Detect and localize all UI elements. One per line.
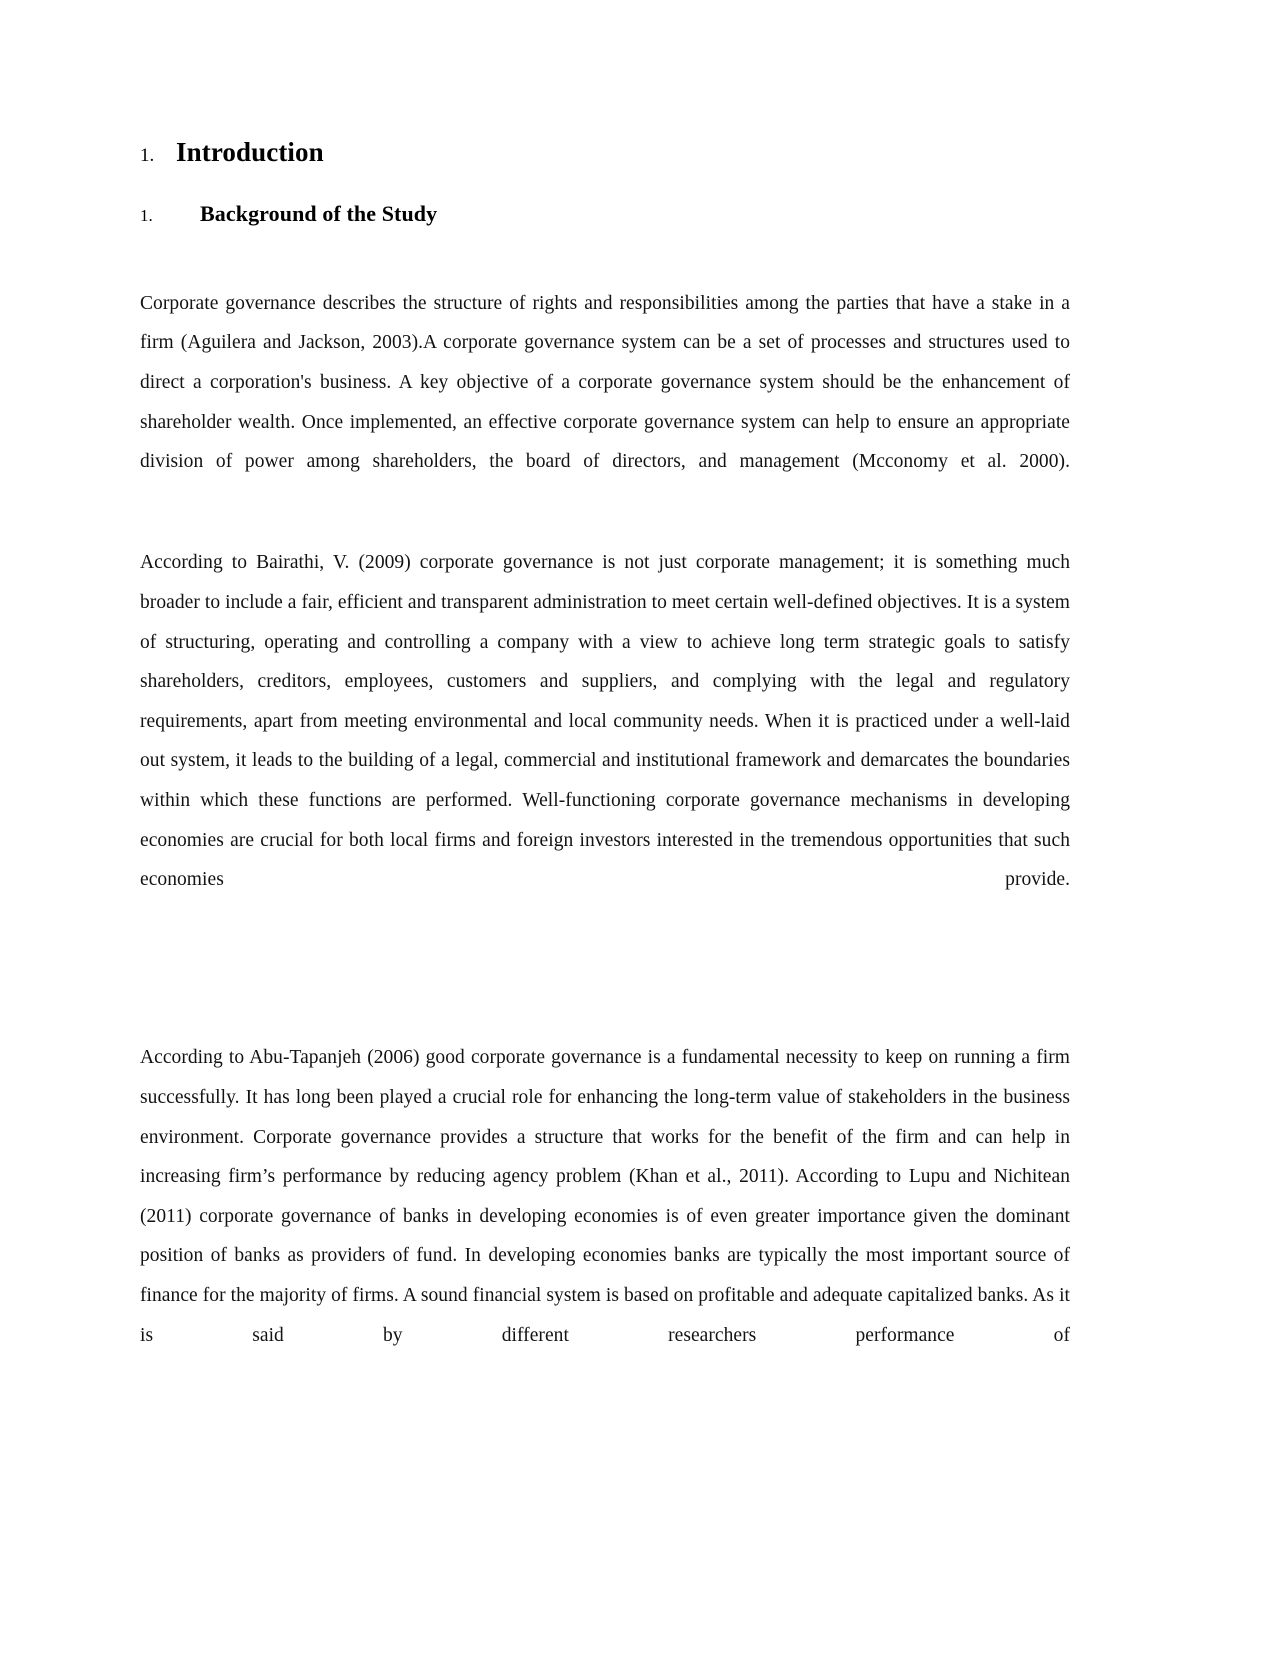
body-paragraph: Corporate governance describes the structure of rights and responsibilities among the parties that have a stake in a firm (Aguilera and Jackson, 2003).A corporate governance system can be a set of processes and structures used to direct a corporation's business. A key objective of a corporate governance system should be the enhancement of shareholder wealth. Once implemented, an effective corporate governance system can help to ensure an appropriate division of power among shareholders, the board of directors, and management (Mcconomy et al. 2000).	[140, 292, 1070, 473]
section-heading-title: Introduction	[176, 137, 324, 167]
body-paragraph: According to Abu-Tapanjeh (2006) good corporate governance is a fundamental necessity to keep on running a firm successfully. It has long been played a crucial role for enhancing the long-term value of stakeholders in the business environment. Corporate governance provides a structure that works for the benefit of the firm and can help in increasing firm’s performance by reducing agency problem (Khan et al., 2011). According to Lupu and Nichitean (2011) corporate governance of banks in developing economies is of even greater importance given the dominant position of banks as providers of fund. In developing economies banks are typically the most important source of finance for the majority of firms. A sound financial system is based on profitable and adequate capitalized banks. As it is said by different researchers performance of	[140, 1047, 1070, 1346]
section-heading	[140, 138, 1070, 168]
section-heading-number: 1.	[140, 145, 155, 166]
body-paragraph: According to Bairathi, V. (2009) corporate governance is not just corporate management; it is something much broader to include a fair, efficient and transparent administration to meet certain well-defined objectives. It is a system of structuring, operating and controlling a company with a view to achieve long term strategic goals to satisfy shareholders, creditors, employees, customers and suppliers, and complying with the legal and regulatory requirements, apart from meeting environmental and local community needs. When it is practiced under a well-laid out system, it leads to the building of a legal, commercial and institutional framework and demarcates the boundaries within which these functions are performed. Well-functioning corporate governance mechanisms in developing economies are crucial for both local firms and foreign investors interested in the tremendous opportunities that such economies provide.	[140, 552, 1070, 891]
page-content	[140, 0, 1070, 1395]
subsection-heading	[140, 202, 1070, 226]
subsection-heading-number: 1.	[140, 205, 153, 225]
subsection-heading-title: Background of the Study	[200, 200, 438, 226]
